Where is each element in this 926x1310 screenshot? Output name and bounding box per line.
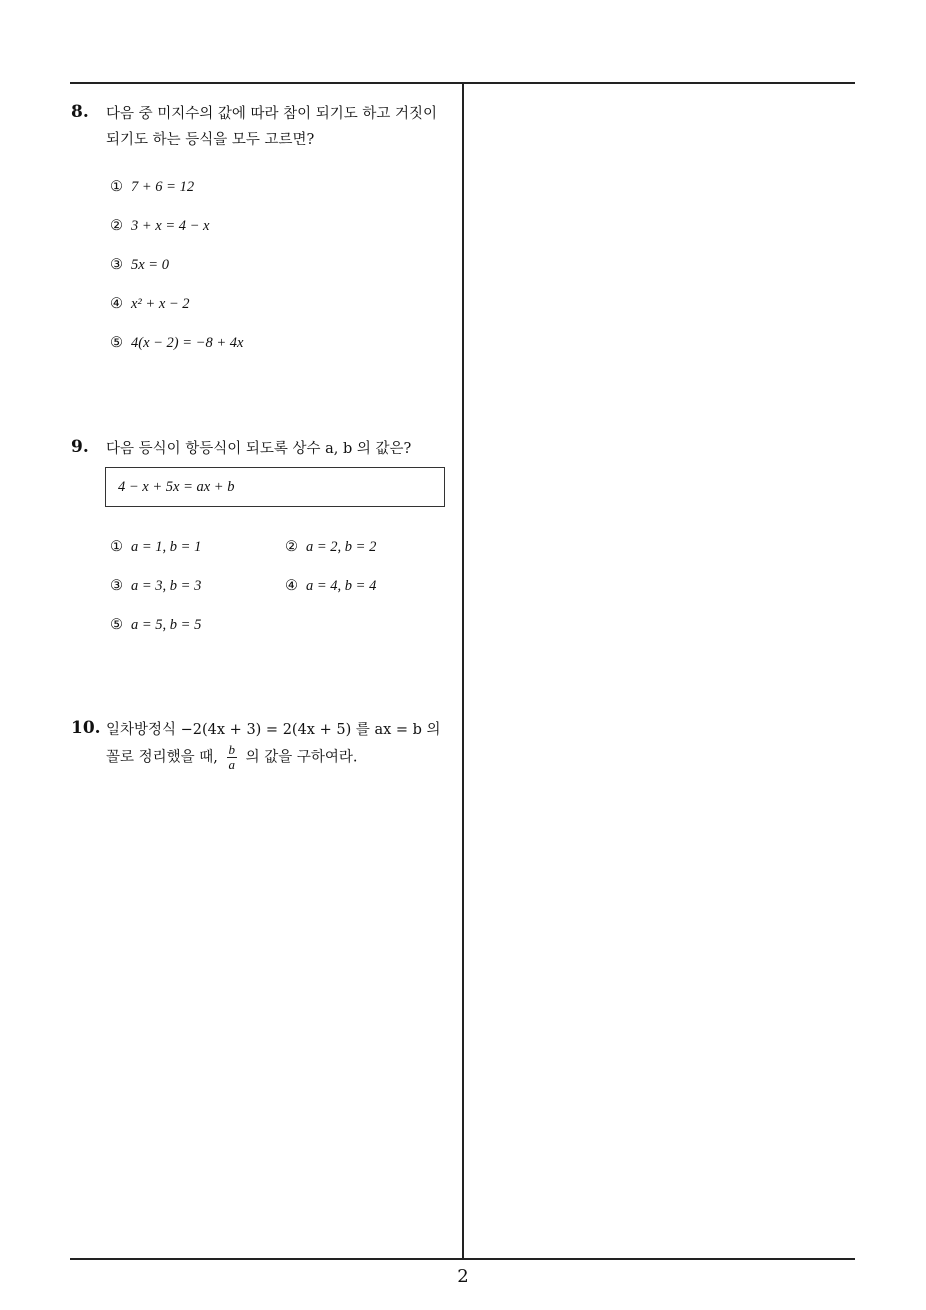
choice-expr: a = 5, b = 5	[131, 617, 202, 633]
page-number: 2	[457, 1266, 469, 1287]
question-9-choice-1[interactable]	[110, 539, 201, 556]
question-9-text: 다음 등식이 항등식이 되도록 상수 a, b 의 값은?	[106, 441, 412, 457]
choice-expr: x² + x − 2	[131, 296, 190, 312]
fraction-b-over-a	[227, 743, 238, 772]
choice-expr: a = 2, b = 2	[306, 539, 377, 555]
choice-mark: ②	[285, 539, 298, 555]
question-9-choice-3[interactable]	[110, 578, 201, 595]
choice-mark: ②	[110, 218, 123, 234]
question-8-text	[106, 101, 458, 153]
question-10-text	[106, 717, 458, 772]
column-divider	[462, 82, 464, 1259]
question-9-equation-box	[105, 467, 445, 507]
choice-mark: ④	[285, 578, 298, 594]
question-8-choice-3[interactable]	[110, 257, 169, 274]
choice-mark: ⑤	[110, 335, 123, 351]
question-10-line-2	[106, 743, 458, 772]
question-10-number: 10.	[71, 718, 101, 738]
question-8-line-2: 되기도 하는 등식을 모두 고르면?	[106, 132, 315, 148]
equation-expr: 4 − x + 5x = ax + b	[118, 478, 235, 495]
question-9-number: 9.	[71, 437, 89, 457]
question-8-line-1: 다음 중 미지수의 값에 따라 참이 되기도 하고 거짓이	[106, 106, 438, 122]
question-10-line-1: 일차방정식 −2(4x + 3) = 2(4x + 5) 를 ax = b 의	[106, 722, 441, 738]
question-8-number: 8.	[71, 102, 89, 122]
choice-expr: 3 + x = 4 − x	[131, 218, 210, 234]
choice-expr: 5x = 0	[131, 257, 169, 273]
choice-mark: ⑤	[110, 617, 123, 633]
choice-mark: ①	[110, 179, 123, 195]
question-9-choice-4[interactable]	[285, 578, 376, 595]
choice-expr: a = 3, b = 3	[131, 578, 202, 594]
line-2-after: 의 값을 구하여라.	[245, 749, 358, 766]
question-8-choice-2[interactable]	[110, 218, 209, 235]
question-8-choice-5[interactable]	[110, 335, 243, 352]
bottom-rule	[70, 1258, 855, 1260]
choice-expr: 7 + 6 = 12	[131, 179, 195, 195]
question-9-choice-2[interactable]	[285, 539, 376, 556]
choice-mark: ④	[110, 296, 123, 312]
choice-expr: 4(x − 2) = −8 + 4x	[131, 335, 244, 351]
line-2-before: 꼴로 정리했을 때,	[106, 749, 218, 766]
choice-mark: ③	[110, 257, 123, 273]
question-8-choice-4[interactable]	[110, 296, 190, 313]
fraction-denominator: a	[228, 757, 235, 772]
question-9-choice-5[interactable]	[110, 617, 201, 634]
fraction-numerator: b	[228, 742, 235, 757]
choice-expr: a = 4, b = 4	[306, 578, 377, 594]
choice-mark: ③	[110, 578, 123, 594]
question-8-choice-1[interactable]	[110, 179, 194, 196]
choice-mark: ①	[110, 539, 123, 555]
choice-expr: a = 1, b = 1	[131, 539, 202, 555]
